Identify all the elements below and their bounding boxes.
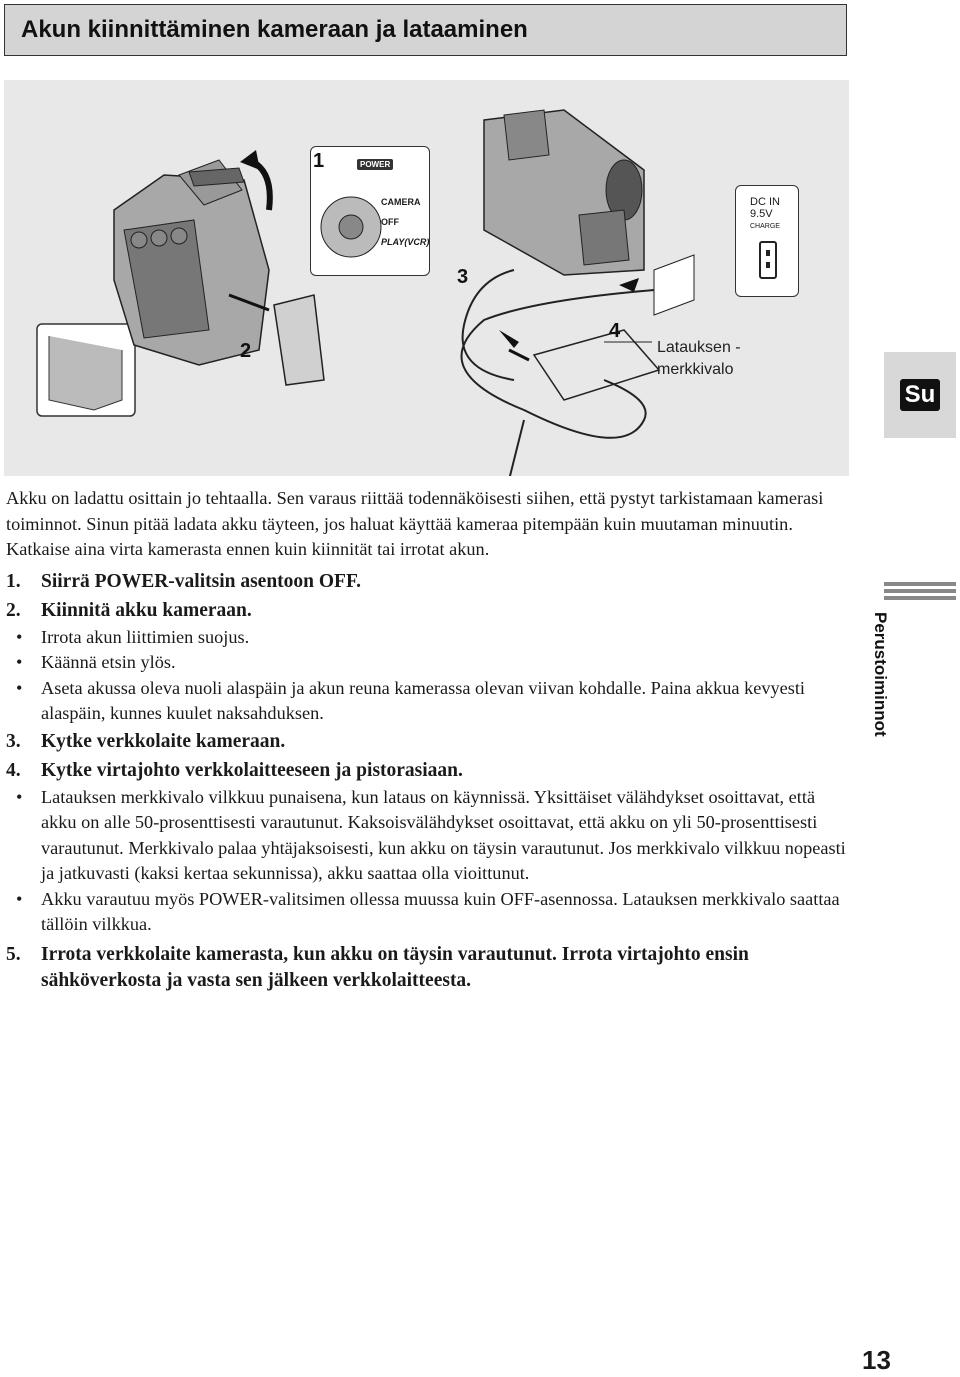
power-dial-icon	[311, 147, 431, 277]
language-tab	[884, 352, 956, 438]
step-4-bullet: • Akku varautuu myös POWER-valitsimen ollessa muussa kuin OFF-asennossa. Latauksen merkkivalo saattaa tällöin vilkkua.	[16, 888, 840, 934]
step-4-bullet: • Latauksen merkkivalo vilkkuu punaisena, kun lataus on käynnissä. Yksittäiset välähdykset osoittavat, että akku on alle 50-prosenttisesti varautunut. Kaksoisvälähdykset osoittavat, että akku on yli 50-prosenttisesti varautunut. Merkkivalo palaa yhtäjaksoisesti, kun akku on täysin varautunut. Jos merkkivalo vilkkuu nopeasti ja jatkuvasti (kaksi kertaa sekunnissa), akku saattaa olla vioittunut.	[16, 786, 846, 883]
camera-drawing	[4, 80, 849, 476]
section-bars	[884, 582, 956, 603]
step-3: 3. Kytke verkkolaite kameraan.	[6, 730, 286, 752]
step-1: 1. Siirrä POWER-valitsin asentoon OFF.	[6, 570, 361, 592]
step-4: 4. Kytke virtajohto verkkolaitteeseen ja pistorasiaan.	[6, 759, 463, 781]
page-number: 13	[862, 1345, 891, 1375]
intro-paragraph: Akku on ladattu osittain jo tehtaalla. Sen varaus riittää todennäköisesti siihen, että pystyt tarkistamaan kamerasi toiminnot. Sinun pitää ladata akku täyteen, jos haluat käyttää kameraa pitempään kuin muutaman minuutin.	[6, 488, 824, 534]
page-title: Akun kiinnittäminen kameraan ja lataaminen	[21, 16, 528, 43]
step-5: 5. Irrota verkkolaite kamerasta, kun akku on täysin varautunut. Irrota virtajohto ensin sähköverkosta ja vasta sen jälkeen verkkolaitteesta.	[6, 943, 749, 991]
dc-in-label: DC IN 9.5V	[750, 196, 780, 220]
charge-label: CHARGE	[750, 223, 780, 230]
language-tab-label: Su	[900, 379, 941, 411]
step-2-bullet: • Käännä etsin ylös.	[16, 652, 176, 672]
power-switch-detail	[310, 146, 430, 276]
section-label: Perustoiminnot	[871, 612, 890, 737]
instructions	[6, 486, 846, 994]
power-off-label: OFF	[381, 217, 399, 227]
warning-paragraph: Katkaise aina virta kamerasta ennen kuin kiinnität tai irrotat akun.	[6, 539, 490, 559]
charge-indicator-label: Latauksen - merkkivalo	[657, 339, 741, 378]
step-label-4: 4	[609, 320, 621, 342]
dc-in-detail	[735, 185, 799, 297]
step-label-2: 2	[240, 340, 252, 362]
step-label-1: 1	[313, 150, 325, 172]
dc-socket-icon	[736, 186, 800, 298]
power-play-label: PLAY(VCR)	[381, 237, 430, 247]
step-label-3: 3	[457, 266, 469, 288]
camera-illustration	[4, 80, 849, 476]
page-title-bar	[4, 4, 847, 56]
power-label: POWER	[357, 159, 393, 170]
step-2-bullet: • Aseta akussa oleva nuoli alaspäin ja akun reuna kamerassa olevan viivan kohdalle. Paina akkua kevyesti alaspäin, kunnes kuulet naksahduksen.	[16, 677, 806, 723]
step-2-bullet: • Irrota akun liittimien suojus.	[16, 626, 250, 647]
step-2: 2. Kiinnitä akku kameraan.	[6, 599, 252, 621]
power-camera-label: CAMERA	[381, 197, 421, 207]
